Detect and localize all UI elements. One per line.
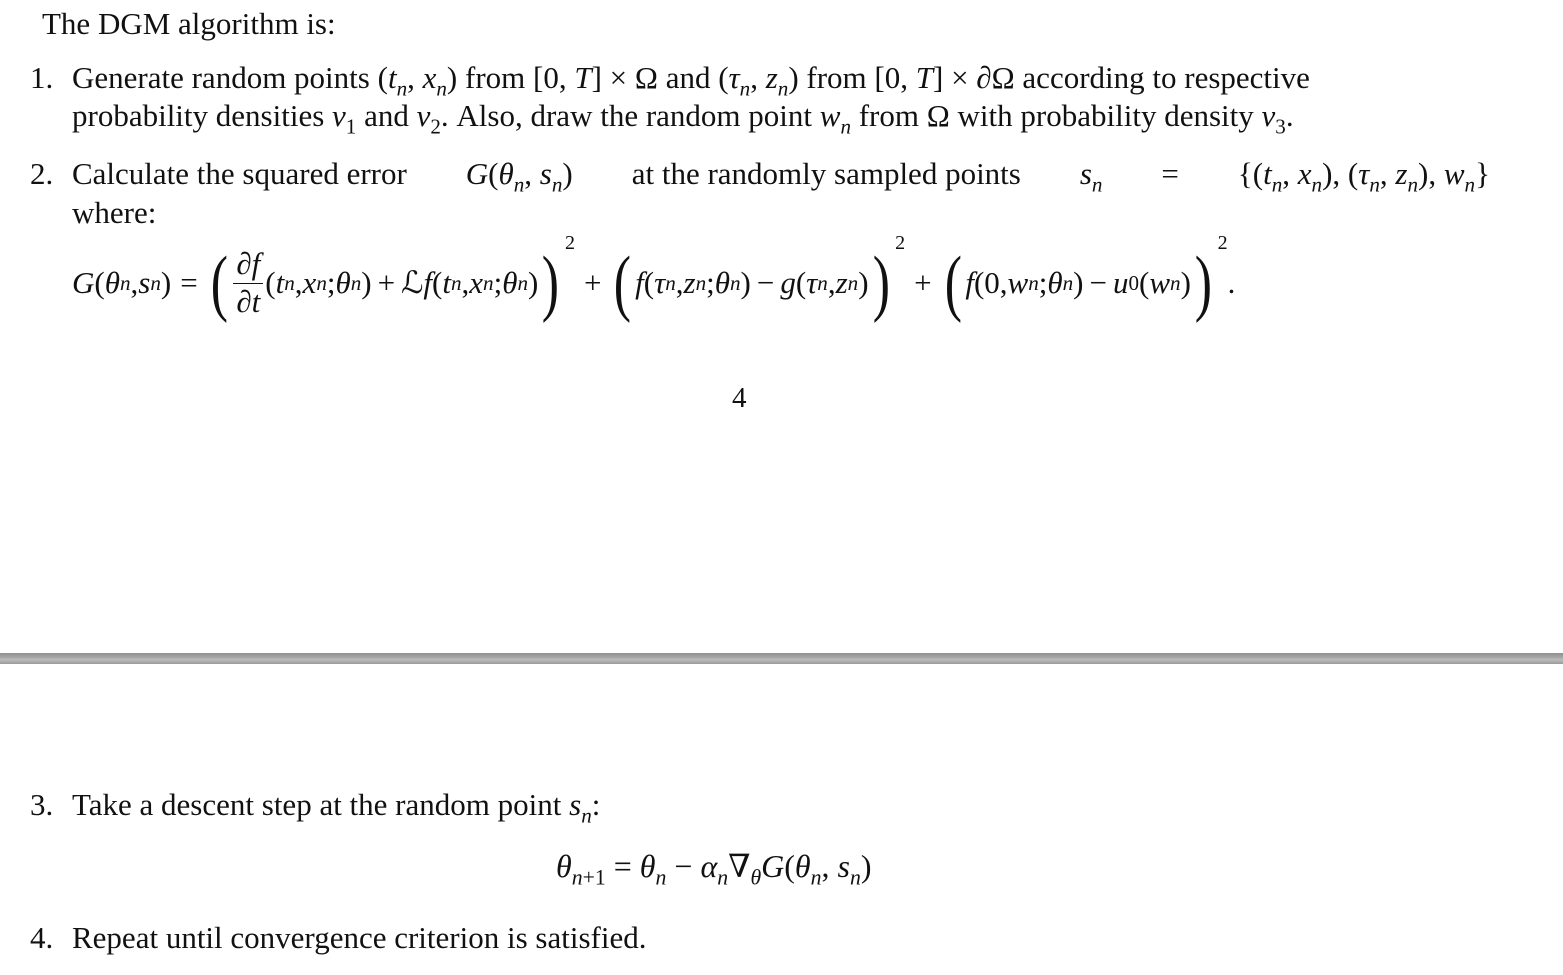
step-2-line-2: where: xyxy=(72,195,157,230)
step-3-line-1: Take a descent step at the random point $s_n$: xyxy=(72,787,601,828)
step-1-number: 1. xyxy=(30,60,54,95)
step-2-line-1: Calculate the squared error $G(\theta_n$, $s_n$) at the randomly sampled points $s_n$ = {($t_n$, $x_n$), ($\tau_n$, $z_n$), $w_n$} xyxy=(72,156,1490,197)
step-1-line-1: Generate random points ($t_n$, $x_n$) from [0, T] × Ω and ($\tau_n$, $z_n$) from [0, T] × ∂Ω according to respective xyxy=(72,60,1310,101)
step-4-line-1: Repeat until convergence criterion is satisfied. xyxy=(72,920,647,955)
loss-equation: G ( θ n , s n ) = ( $\frac{\partial f}{\partial t}$ ( t n , x n ; θ n ) + ℒ f ( t n , x n ; θ n ) ) 2 + ( f ( τ n , z n ; θ n ) − g ( τ n , z n ) ) 2 + ( f (0, w n ; θ n ) − u 0 ( w n ) ) 2 . xyxy=(72,231,1236,324)
page-number: 4 xyxy=(732,382,747,414)
step-1-line-2: probability densities $\nu_1$ and $\nu_2$. Also, draw the random point $w_n$ from Ω with probability density $\nu_3$. xyxy=(72,98,1294,139)
page-divider xyxy=(0,653,1563,664)
step-3-number: 3. xyxy=(30,787,54,822)
step-2-number: 2. xyxy=(30,156,54,191)
intro-text: The DGM algorithm is: xyxy=(42,6,336,41)
update-equation: $\theta_{n+1} = \theta_n - \alpha_n\nabla_\theta G(\theta_n$, $s_n$) xyxy=(556,848,872,890)
step-4-number: 4. xyxy=(30,920,54,955)
